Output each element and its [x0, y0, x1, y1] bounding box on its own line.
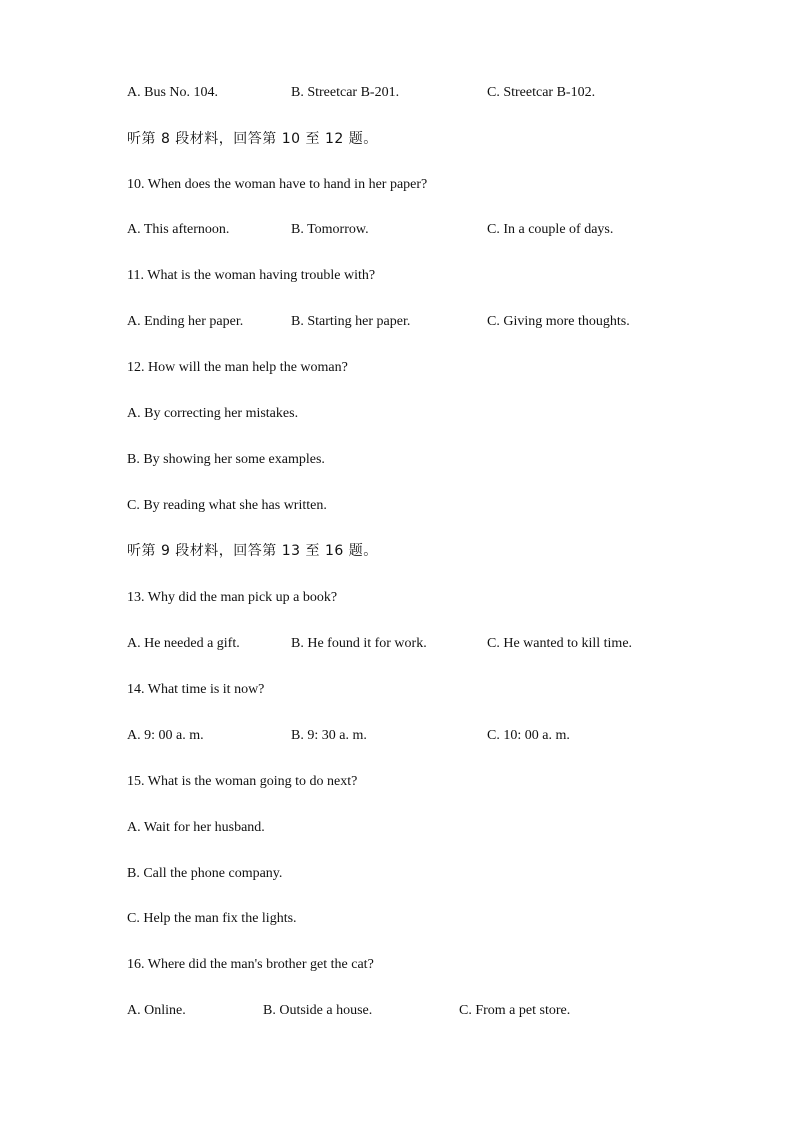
q11-option-b: B. Starting her paper.: [291, 314, 411, 329]
q10-question: 10. When does the woman have to hand in her paper?: [127, 177, 428, 192]
q16-option-b: B. Outside a house.: [263, 1003, 373, 1018]
q12-option-b: B. By showing her some examples.: [127, 452, 325, 467]
q9-option-a: A. Bus No. 104.: [127, 85, 219, 100]
q11-option-a: A. Ending her paper.: [127, 314, 244, 329]
q10-option-c: C. In a couple of days.: [487, 222, 614, 237]
q9-option-c: C. Streetcar B-102.: [487, 85, 596, 100]
q13-option-b: B. He found it for work.: [291, 636, 427, 651]
section-8-heading: 听第 8 段材料，回答第 10 至 12 题。: [127, 131, 378, 147]
q12-question: 12. How will the man help the woman?: [127, 360, 348, 375]
q14-option-c: C. 10: 00 a. m.: [487, 728, 570, 743]
q16-option-c: C. From a pet store.: [459, 1003, 571, 1018]
q15-question: 15. What is the woman going to do next?: [127, 774, 358, 789]
section-9-heading: 听第 9 段材料，回答第 13 至 16 题。: [127, 543, 378, 559]
q13-question: 13. Why did the man pick up a book?: [127, 590, 338, 605]
q12-option-a: A. By correcting her mistakes.: [127, 406, 299, 421]
q14-option-b: B. 9: 30 a. m.: [291, 728, 367, 743]
q10-option-b: B. Tomorrow.: [291, 222, 369, 237]
q16-question: 16. Where did the man's brother get the cat?: [127, 957, 374, 972]
q13-option-a: A. He needed a gift.: [127, 636, 240, 651]
q14-option-a: A. 9: 00 a. m.: [127, 728, 204, 743]
q15-option-a: A. Wait for her husband.: [127, 820, 265, 835]
q10-option-a: A. This afternoon.: [127, 222, 230, 237]
q13-option-c: C. He wanted to kill time.: [487, 636, 633, 651]
q12-option-c: C. By reading what she has written.: [127, 498, 327, 513]
q9-option-b: B. Streetcar B-201.: [291, 85, 400, 100]
q16-option-a: A. Online.: [127, 1003, 186, 1018]
q11-question: 11. What is the woman having trouble with?: [127, 268, 376, 283]
q15-option-c: C. Help the man fix the lights.: [127, 911, 297, 926]
q14-question: 14. What time is it now?: [127, 682, 265, 697]
q11-option-c: C. Giving more thoughts.: [487, 314, 630, 329]
q15-option-b: B. Call the phone company.: [127, 866, 283, 881]
